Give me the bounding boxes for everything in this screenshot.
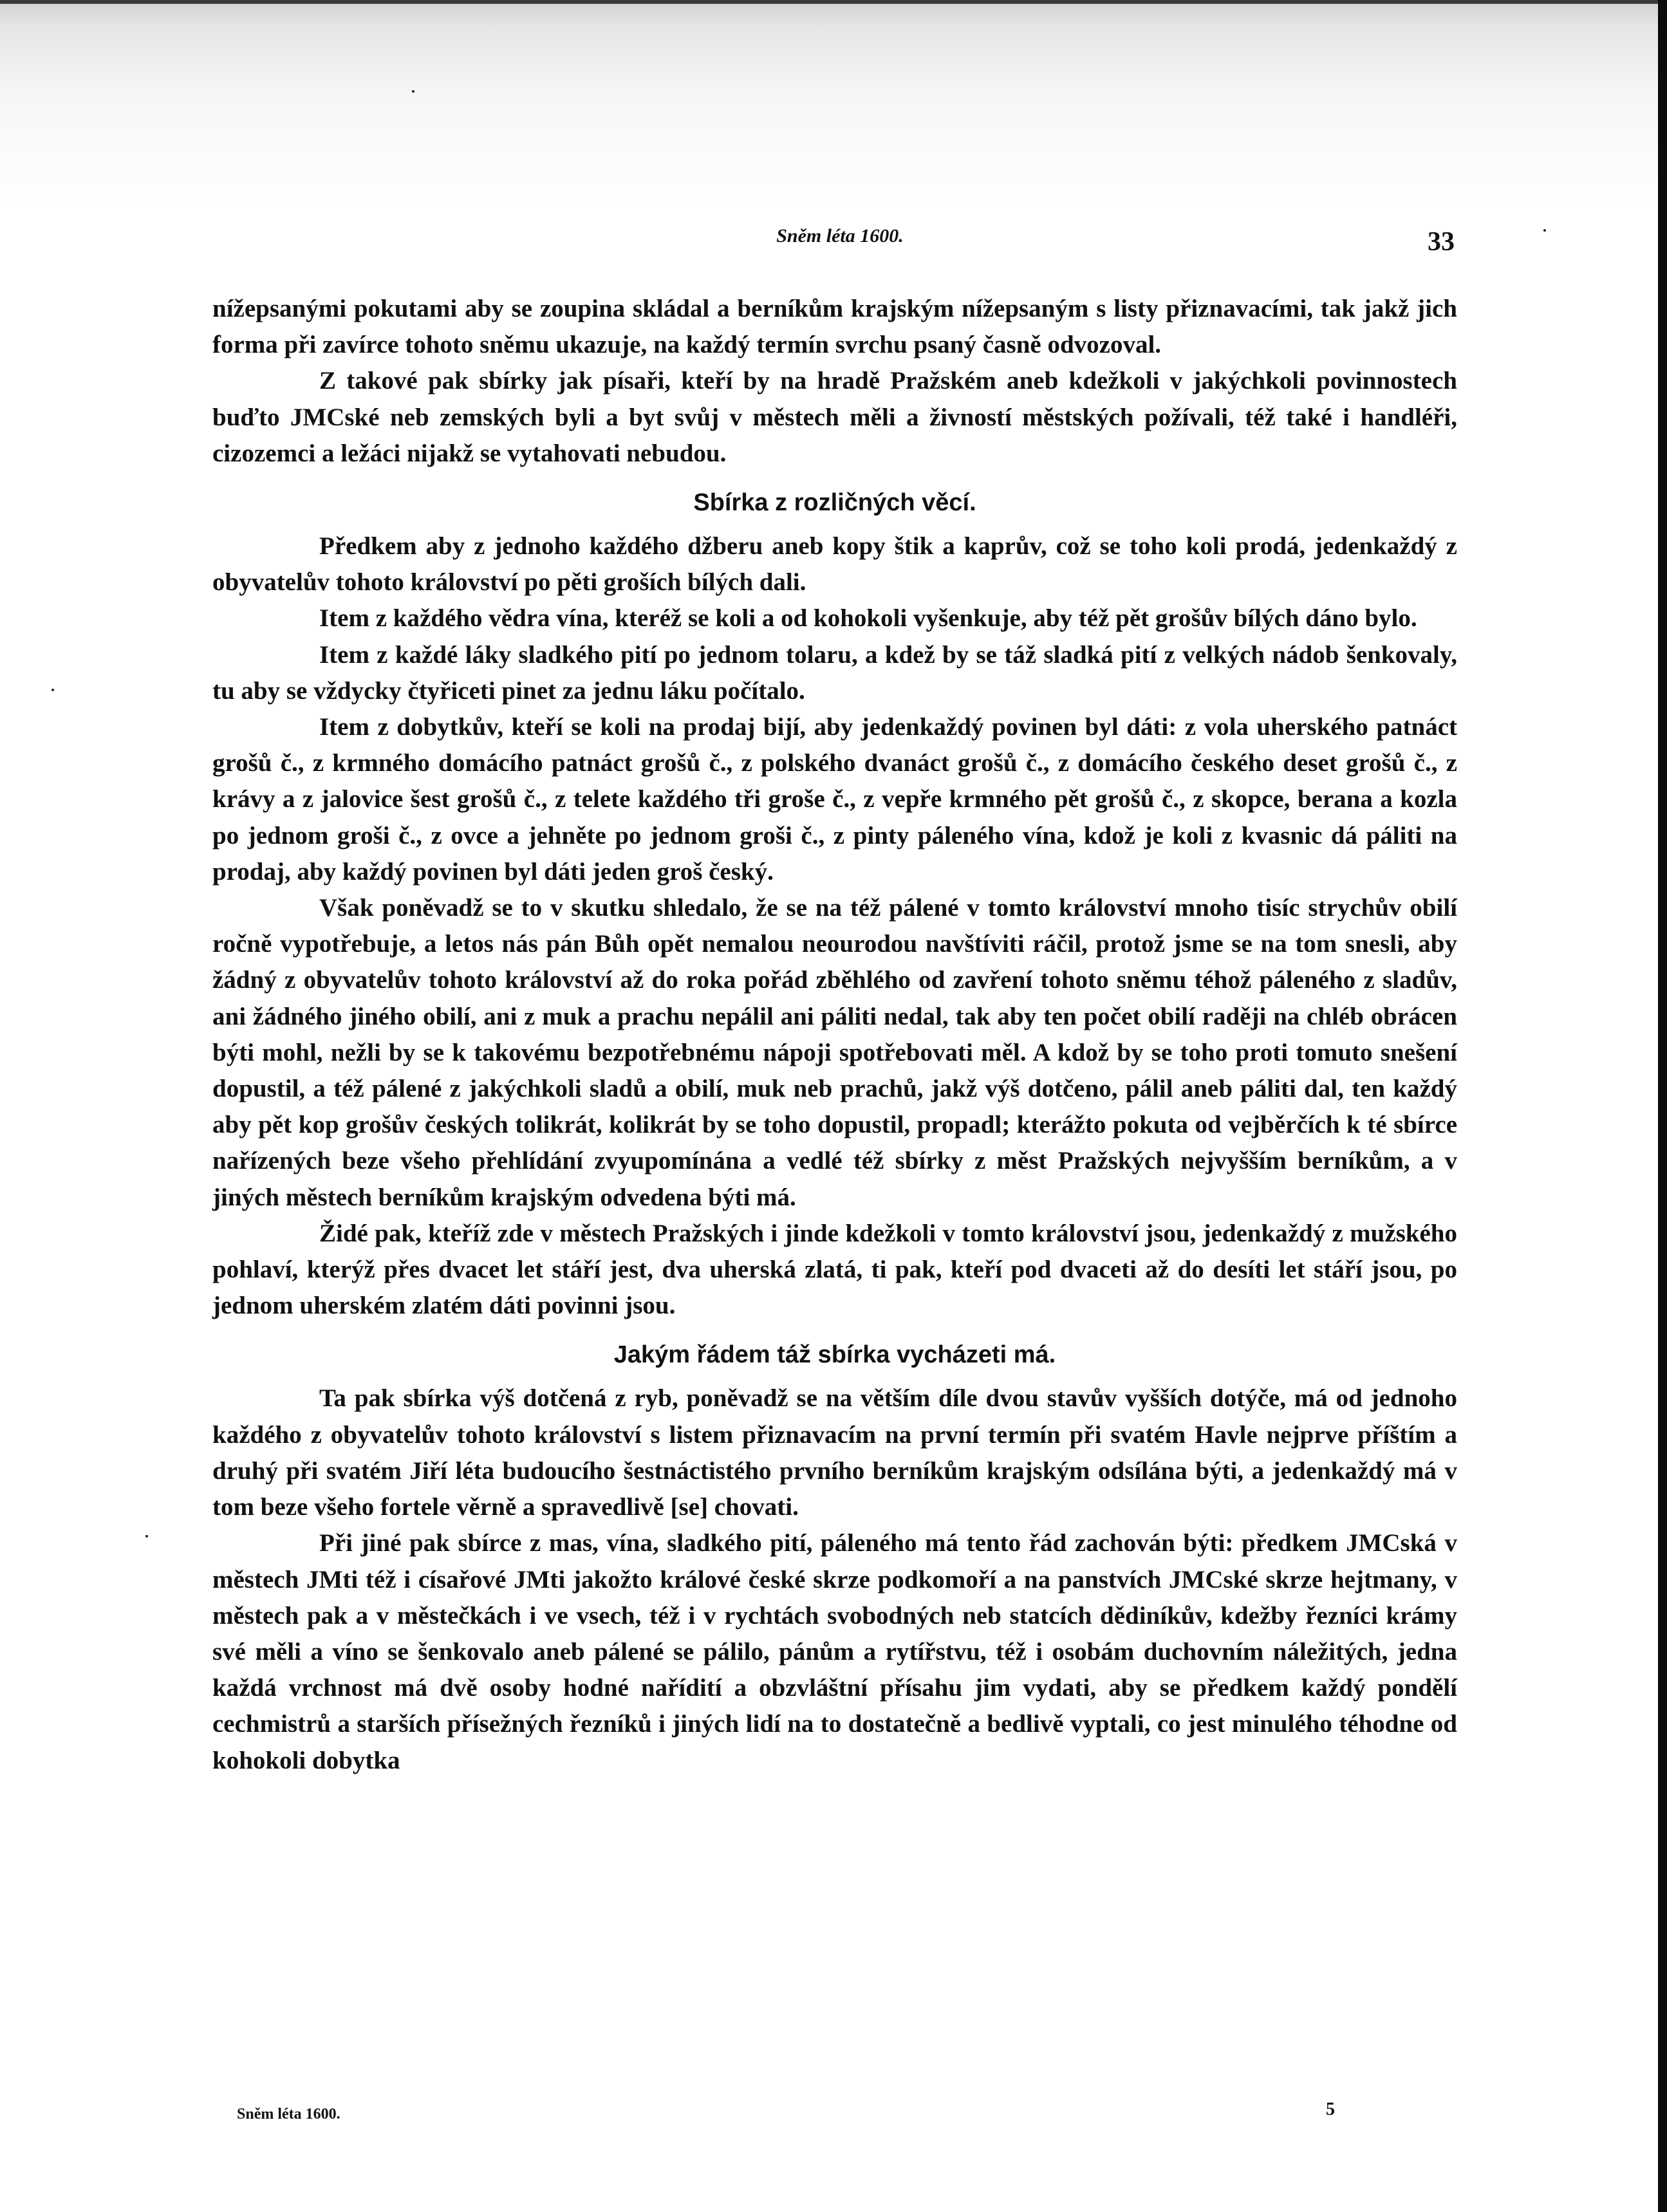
scan-speck (51, 689, 54, 691)
page-number: 33 (1428, 227, 1455, 257)
scan-top-edge (0, 0, 1667, 4)
footer-signature: Sněm léta 1600. (237, 2106, 340, 2123)
paragraph: Předkem aby z jednoho každého džberu aneb kopy štik a kaprův, což se toho koli prodá, jedenkaždý z obyvatelův tohoto království po pěti groších bílých dali. (212, 532, 1457, 597)
paragraph: Však poněvadž se to v skutku shledalo, že se na též pálené v tomto království mnoho tisíc strychův obilí ročně vypotřebuje, a letos nás pán Bůh opět nemalou neourodou navštíviti ráčil, protož jsme se na tom snesli, aby žádný z obyvatelův tohoto království až do roka pořád zběhlého od zavření tohoto sněmu téhož páleného z sladův, ani žádného jiného obilí, ani z muk a prachu nepálil ani páliti nedal, tak aby ten počet obilí raději na chléb obrácen býti mohl, nežli by se k takovému bezpotřebnému nápoji spotřebovati měl. A kdož by se toho proti tomuto snešení dopustil, a též pálené z jakýchkoli sladů a obilí, muk neb prachů, jakž výš dotčeno, pálil aneb páliti dal, ten každý aby pět kop grošův českých tolikrát, kolikrát by se toho dopustil, propadl; kterážto pokuta od vejběrčích k té sbírce nařízených beze všeho přehlídání zvyupomínána a vedlé též sbírky z měst Pražských nejvyšším berníkům, a v jiných městech berníkům krajským odvedena býti má. (212, 894, 1457, 1211)
body-text (212, 291, 1457, 1779)
footer-sheet-number: 5 (1326, 2099, 1335, 2119)
paragraph: Při jiné pak sbírce z mas, vína, sladkého pití, páleného má tento řád zachován býti: předkem JMCská v městech JMti též i císařové JMti jakožto králové české skrze podkomoří a na panstvích JMCské skrze hejtmany, v městech pak a v městečkách i ve vsech, též i v rychtách svobodných neb statcích dědiníkův, kdežby řezníci krámy své měli a víno se šenkovalo aneb pálené se pálilo, pánům a rytířstvu, též i osobám duchovním náležitých, jedna každá vrchnost má dvě osoby hodné nařídití a obzvláštní přísahu jim vydati, aby se předkem každý pondělí cechmistrů a starších přísežných řezníků i jiných lidí na to dostatečně a bedlivě vyptali, co jest minulého téhodne od kohokoli dobytka (212, 1529, 1457, 1774)
scan-right-edge (1658, 0, 1667, 2212)
paragraph: Item z každého vědra vína, kteréž se koli a od kohokoli vyšenkuje, aby též pět grošův bílých dáno bylo. (319, 604, 1417, 633)
scan-speck (145, 1535, 148, 1538)
running-head: Sněm léta 1600. (776, 225, 904, 246)
paragraph: Ta pak sbírka výš dotčená z ryb, poněvadž se na větším díle dvou stavův vyšších dotýče, má od jednoho každého z obyvatelův tohoto království s listem přiznavacím na první termín při svatém Havle nejprve příštím a druhý při svatém Jiří léta budoucího šestnáctistého prvního berníkům krajským odsílána býti, a jedenkaždý má v tom beze všeho fortele věrně a spravedlivě [se] chovati. (212, 1384, 1457, 1521)
paragraph: nížepsanými pokutami aby se zoupina skládal a berníkům krajským nížepsaným s listy přiznavacími, tak jakž jich forma při zavírce tohoto sněmu ukazuje, na každý termín svrchu psaný časně odvozoval. (212, 295, 1457, 359)
section-heading: Sbírka z rozličných věcí. (693, 489, 976, 517)
paragraph: Židé pak, kteříž zde v městech Pražských i jinde kdežkoli v tomto království jsou, jedenkaždý z mužského pohlaví, kterýž přes dvacet let stáří jest, dva uherská zlatá, ti pak, kteří pod dvaceti až do desíti let stáří jsou, po jednom uherském zlatém dáti povinni jsou. (212, 1219, 1457, 1320)
paragraph: Item z dobytkův, kteří se koli na prodaj bijí, aby jedenkaždý povinen byl dáti: z vola uherského patnáct grošů č., z krmného domácího patnáct grošů č., z polského dvanáct grošů č., z domácího českého deset grošů č., z krávy a z jalovice šest grošů č., z telete každého tři groše č., z vepře krmného pět grošů č., z skopce, berana a kozla po jednom groši č., z ovce a jehněte po jednom groši č., z pinty páleného vína, kdož je koli z kvasnic dá páliti na prodaj, aby každý povinen byl dáti jeden groš český. (212, 713, 1457, 886)
paragraph: Item z každé láky sladkého pití po jednom tolaru, a kdež by se táž sladká pití z velkých nádob šenkovaly, tu aby se vždycky čtyřiceti pinet za jednu láku počítalo. (212, 640, 1457, 705)
scan-speck (412, 90, 414, 93)
section-heading: Jakým řádem táž sbírka vycházeti má. (613, 1341, 1056, 1369)
paragraph: Z takové pak sbírky jak písaři, kteří by na hradě Pražském aneb kdežkoli v jakýchkoli povinnostech buďto JMCské neb zemských byli a byt svůj v městech měli a živností městských požívali, též také i handléři, cizozemci a ležáci nijakž se vytahovati nebudou. (212, 367, 1457, 467)
scan-speck (1543, 229, 1546, 232)
